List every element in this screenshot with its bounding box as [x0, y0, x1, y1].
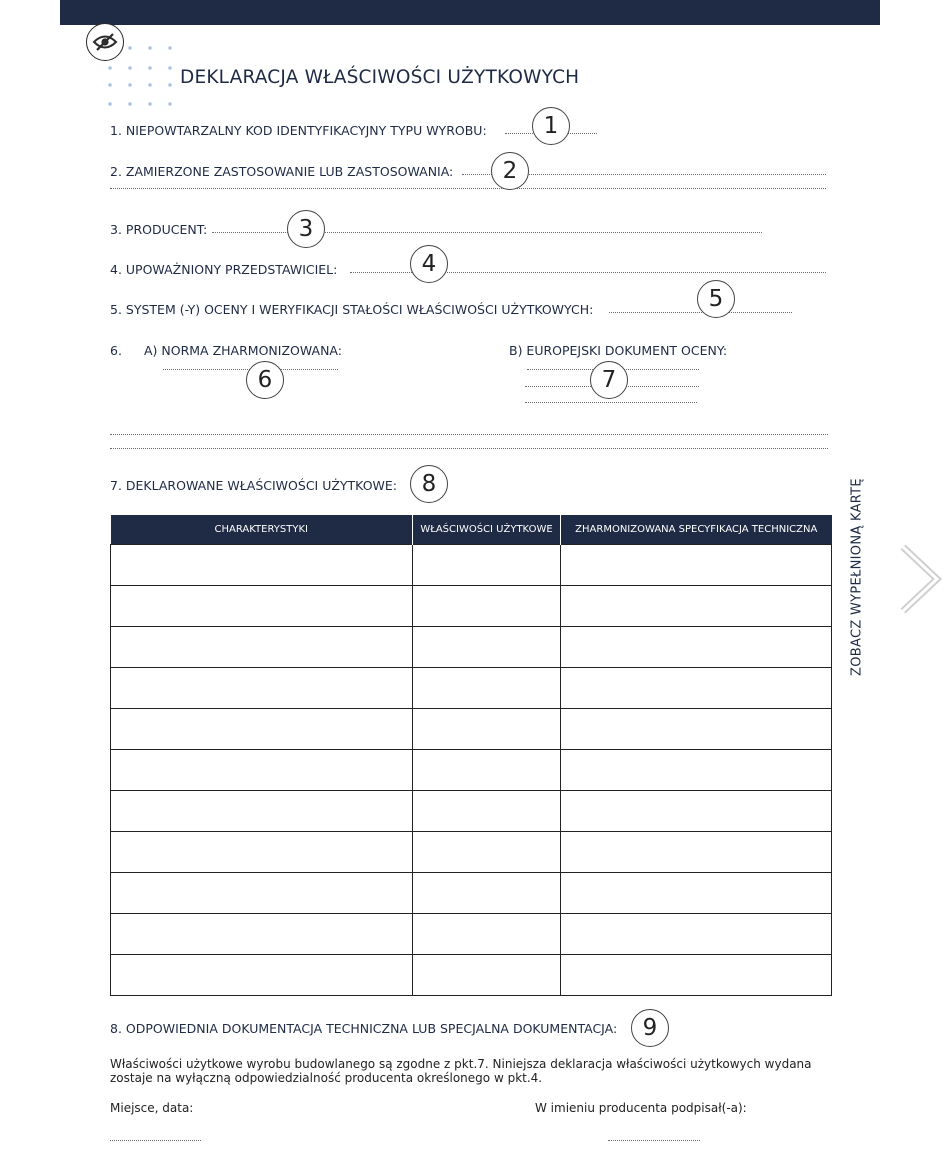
table-cell[interactable] — [111, 545, 413, 586]
table-cell[interactable] — [111, 832, 413, 873]
signed-by-label: W imieniu producenta podpisał(-a): — [535, 1101, 747, 1115]
column-header-characteristics: CHARAKTERYSTYKI — [111, 515, 413, 545]
chevron-right-icon[interactable] — [897, 543, 945, 615]
field-6-line-extra-2[interactable] — [110, 448, 828, 449]
page-title: DEKLARACJA WŁAŚCIWOŚCI UŻYTKOWYCH — [180, 67, 580, 88]
table-row — [111, 791, 832, 832]
table-cell[interactable] — [111, 955, 413, 996]
table-cell[interactable] — [561, 668, 832, 709]
marker-1[interactable]: 1 — [532, 107, 570, 145]
field-1-label: 1. NIEPOWTARZALNY KOD IDENTYFIKACYJNY TYPU WYROBU: — [110, 123, 487, 138]
field-3-label: 3. PRODUCENT: — [110, 222, 208, 237]
table-cell[interactable] — [561, 750, 832, 791]
place-date-label: Miejsce, data: — [110, 1101, 194, 1115]
table-cell[interactable] — [413, 545, 561, 586]
table-row — [111, 709, 832, 750]
table-cell[interactable] — [413, 750, 561, 791]
table-row — [111, 545, 832, 586]
table-cell[interactable] — [111, 750, 413, 791]
marker-7[interactable]: 7 — [590, 361, 628, 399]
marker-8[interactable]: 8 — [410, 465, 448, 503]
table-cell[interactable] — [111, 791, 413, 832]
table-cell[interactable] — [111, 873, 413, 914]
column-header-specification: ZHARMONIZOWANA SPECYFIKACJA TECHNICZNA — [561, 515, 832, 545]
signature-line[interactable] — [608, 1140, 700, 1141]
field-6-line-extra-1[interactable] — [110, 434, 828, 435]
marker-4[interactable]: 4 — [410, 245, 448, 283]
marker-5[interactable]: 5 — [697, 280, 735, 318]
table-header-row — [111, 515, 832, 545]
table-cell[interactable] — [413, 791, 561, 832]
table-cell[interactable] — [561, 709, 832, 750]
field-6a-label: A) NORMA ZHARMONIZOWANA: — [144, 343, 342, 358]
marker-3[interactable]: 3 — [287, 210, 325, 248]
table-cell[interactable] — [561, 586, 832, 627]
field-6b-label: B) EUROPEJSKI DOKUMENT OCENY: — [509, 343, 728, 358]
table-cell[interactable] — [111, 914, 413, 955]
table-cell[interactable] — [561, 873, 832, 914]
field-7-label: 7. DEKLAROWANE WŁAŚCIWOŚCI UŻYTKOWE: — [110, 478, 398, 493]
see-filled-card-link[interactable]: ZOBACZ WYPEŁNIONĄ KARTĘ — [849, 478, 865, 676]
table-cell[interactable] — [413, 832, 561, 873]
column-header-performance: WŁAŚCIWOŚCI UŻYTKOWE — [413, 515, 561, 545]
table-cell[interactable] — [561, 545, 832, 586]
marker-6[interactable]: 6 — [246, 361, 284, 399]
table-row — [111, 750, 832, 791]
field-4-label: 4. UPOWAŻNIONY PRZEDSTAWICIEL: — [110, 262, 338, 277]
field-6-number: 6. — [110, 343, 122, 358]
table-row — [111, 668, 832, 709]
table-row — [111, 627, 832, 668]
field-5-line[interactable] — [609, 312, 792, 313]
marker-9[interactable]: 9 — [631, 1009, 669, 1047]
performance-table — [110, 515, 832, 996]
table-cell[interactable] — [413, 709, 561, 750]
marker-2[interactable]: 2 — [491, 152, 529, 190]
table-cell[interactable] — [561, 914, 832, 955]
declaration-statement: Właściwości użytkowe wyrobu budowlanego są zgodne z pkt.7. Niniejsza deklaracja właściwości użytkowych wydana zostaje na wyłączną odpowiedzialność producenta określonego w pkt.4. — [110, 1057, 812, 1085]
table-cell[interactable] — [561, 955, 832, 996]
table-cell[interactable] — [111, 668, 413, 709]
table-cell[interactable] — [111, 627, 413, 668]
table-cell[interactable] — [111, 586, 413, 627]
field-5-label: 5. SYSTEM (-Y) OCENY I WERYFIKACJI STAŁOŚCI WŁAŚCIWOŚCI UŻYTKOWYCH: — [110, 302, 594, 317]
field-8-label: 8. ODPOWIEDNIA DOKUMENTACJA TECHNICZNA LUB SPECJALNA DOKUMENTACJA: — [110, 1021, 618, 1036]
table-cell[interactable] — [561, 627, 832, 668]
top-bar — [60, 0, 880, 25]
table-cell[interactable] — [111, 709, 413, 750]
table-cell[interactable] — [413, 955, 561, 996]
table-cell[interactable] — [413, 914, 561, 955]
table-cell[interactable] — [561, 791, 832, 832]
table-row — [111, 832, 832, 873]
field-2-label: 2. ZAMIERZONE ZASTOSOWANIE LUB ZASTOSOWANIA: — [110, 164, 454, 179]
table-cell[interactable] — [413, 873, 561, 914]
table-row — [111, 586, 832, 627]
field-2-line-extra[interactable] — [110, 188, 826, 189]
table-row — [111, 873, 832, 914]
field-6b-line-3[interactable] — [525, 402, 697, 403]
table-row — [111, 914, 832, 955]
decorative-dots — [108, 44, 180, 108]
table-cell[interactable] — [561, 832, 832, 873]
table-cell[interactable] — [413, 668, 561, 709]
table-cell[interactable] — [413, 627, 561, 668]
table-cell[interactable] — [413, 586, 561, 627]
table-row — [111, 955, 832, 996]
place-date-line[interactable] — [110, 1140, 201, 1141]
